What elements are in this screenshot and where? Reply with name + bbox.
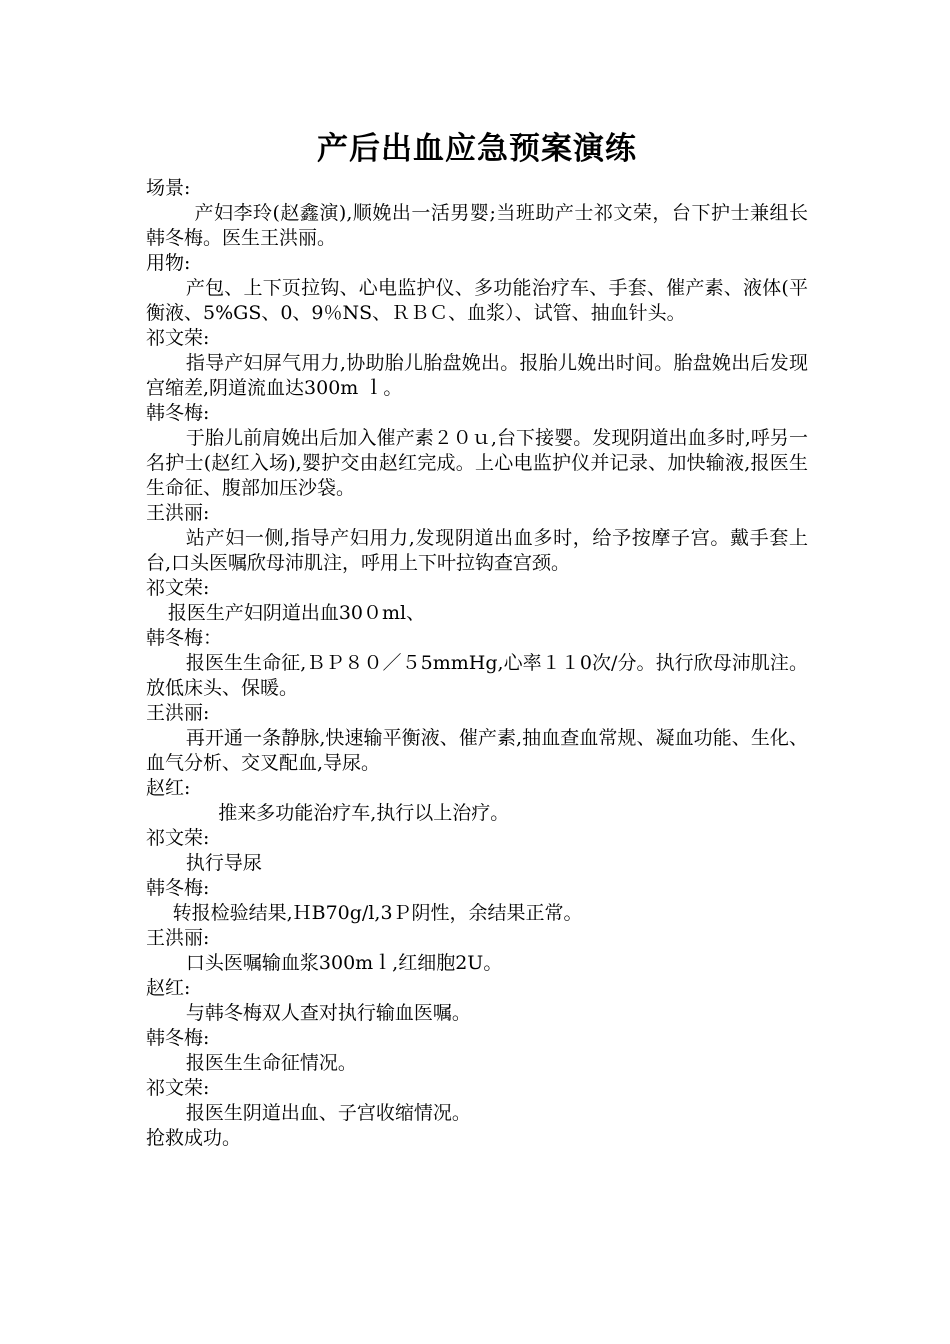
- block-text: 指导产妇屏气用力,协助胎儿胎盘娩出。报胎儿娩出时间。胎盘娩出后发现宫缩差,阴道流血达300m ｌ。: [146, 352, 808, 399]
- block-text: 口头医嘱输血浆300mｌ,红细胞2U。: [185, 952, 503, 974]
- block-dialogue: [146, 576, 808, 626]
- speaker-label: 王洪丽:: [146, 927, 210, 949]
- block-text: 报医生生命征,ＢＰ８０／５5mmHg,心率１１0次/分。执行欣母沛肌注。放低床头、保暖。: [146, 652, 808, 699]
- block-text: 报医生阴道出血、子宫收缩情况。: [185, 1102, 471, 1124]
- speaker-label: 赵红:: [146, 777, 191, 799]
- speaker-label: 赵红:: [146, 977, 191, 999]
- speaker-label: 祁文荣:: [146, 827, 210, 849]
- block-dialogue: [146, 776, 808, 826]
- block-dialogue: [146, 326, 808, 401]
- speaker-label: 祁文荣:: [146, 327, 210, 349]
- block-dialogue: [146, 701, 808, 776]
- document-title: 产后出血应急预案演练: [317, 131, 637, 167]
- block-text: 与韩冬梅双人查对执行输血医嘱。: [185, 1002, 471, 1024]
- speaker-label: 场景:: [146, 177, 191, 199]
- block-text: 报医生产妇阴道出血30０ml、: [167, 602, 426, 624]
- block-text: 执行导尿: [185, 852, 262, 874]
- block-dialogue: [146, 626, 808, 701]
- block-dialogue: [146, 926, 808, 976]
- block-dialogue: [146, 1026, 808, 1076]
- block-dialogue: [146, 876, 808, 926]
- block-text: 推来多功能治疗车,执行以上治疗。: [218, 802, 510, 824]
- block-dialogue: [146, 826, 808, 876]
- closing-line: 抢救成功。: [146, 1127, 242, 1149]
- block-scene: [146, 176, 808, 251]
- block-dialogue: [146, 401, 808, 501]
- block-text: 产妇李玲(赵鑫演),顺娩出一活男婴;当班助产士祁文荣，台下护士兼组长韩冬梅。医生王洪丽。: [146, 202, 808, 249]
- speaker-label: 韩冬梅:: [146, 1027, 210, 1049]
- speaker-label: 王洪丽:: [146, 702, 210, 724]
- block-text: 转报检验结果,ＨB70g/l,3Ｐ阴性，余结果正常。: [172, 902, 583, 924]
- block-supplies: [146, 251, 808, 326]
- block-dialogue: [146, 501, 808, 576]
- block-dialogue: [146, 976, 808, 1026]
- block-dialogue: [146, 1076, 808, 1126]
- speaker-label: 用物:: [146, 252, 191, 274]
- speaker-label: 王洪丽:: [146, 502, 210, 524]
- block-text: 于胎儿前肩娩出后加入催产素２０ｕ,台下接婴。发现阴道出血多时,呼另一名护士(赵红入场),婴护交由赵红完成。上心电监护仪并记录、加快输液,报医生生命征、腹部加压沙袋。: [146, 427, 808, 499]
- document-page: [146, 128, 808, 1151]
- speaker-label: 祁文荣:: [146, 1077, 210, 1099]
- speaker-label: 祁文荣:: [146, 577, 210, 599]
- block-text: 站产妇一侧,指导产妇用力,发现阴道出血多时，给予按摩子宫。戴手套上台,口头医嘱欣母沛肌注，呼用上下叶拉钩查宫颈。: [146, 527, 808, 574]
- speaker-label: 韩冬梅：: [146, 627, 223, 649]
- speaker-label: 韩冬梅:: [146, 402, 210, 424]
- block-text: 报医生生命征情况。: [185, 1052, 357, 1074]
- block-text: 再开通一条静脉,快速输平衡液、催产素,抽血查血常规、凝血功能、生化、血气分析、交叉配血,导尿。: [146, 727, 808, 774]
- speaker-label: 韩冬梅:: [146, 877, 210, 899]
- block-text: 产包、上下页拉钩、心电监护仪、多功能治疗车、手套、催产素、液体(平衡液、5%GS、0、9％NS、ＲＢＣ、血浆）、试管、抽血针头。: [146, 277, 808, 324]
